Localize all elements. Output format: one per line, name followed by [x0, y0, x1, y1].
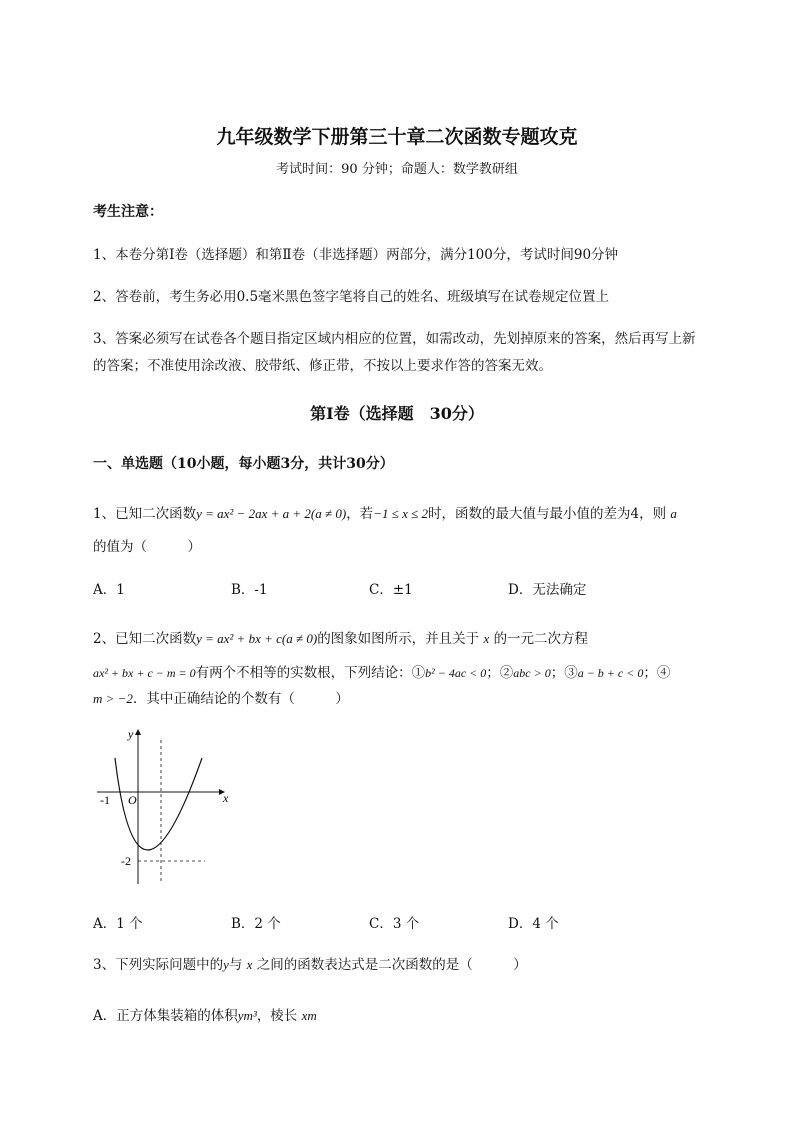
question-2-line-3	[93, 687, 349, 707]
q2-suffix2: 的一元二次方程	[493, 631, 589, 647]
question-2-line-1	[93, 627, 588, 647]
q3-var-y: y	[223, 957, 229, 972]
question-3-line-1	[93, 953, 527, 973]
q2-conclusion-3: a − b + c < 0	[577, 666, 644, 680]
q3-option-a-prefix: A．正方体集装箱的体积	[93, 1008, 238, 1024]
q2-suffix: 的图象如图所示，并且关于	[317, 631, 480, 647]
q2-sep-2: ；②	[486, 665, 514, 681]
exam-title: 九年级数学下册第三十章二次函数专题攻克	[216, 126, 578, 148]
notice-item-3: 3、答案必须写在试卷各个题目指定区域内相应的位置，如需改动，先划掉原来的答案，然后再写上新	[93, 331, 696, 347]
q1-option-b[interactable]: B．-1	[231, 582, 268, 598]
q3-mid: 与	[228, 957, 243, 973]
q2-conclusion-1: b² − 4ac < 0	[425, 666, 487, 680]
q2-option-a[interactable]: A．1 个	[93, 916, 143, 932]
graph-x-label: x	[223, 791, 229, 805]
q2-equation: ax² + bx + c − m = 0	[93, 666, 196, 680]
graph-y-label: y	[128, 727, 134, 741]
q1-range: −1 ≤ x ≤ 2	[373, 506, 428, 521]
q1-suffix: 时，函数的最大值与最小值的差为4，则	[428, 506, 667, 522]
q1-mid: ，若	[346, 506, 374, 522]
q1-var-a: a	[670, 506, 677, 521]
q2-option-b[interactable]: B．2 个	[231, 916, 281, 932]
part-heading: 一、单选题（10小题，每小题3分，共计30分）	[93, 456, 394, 472]
q2-line3-suffix: ．其中正确结论的个数有（ ）	[132, 691, 349, 707]
q1-formula: y = ax² − 2ax + a + 2(a ≠ 0)	[196, 506, 347, 521]
graph-neg2-label: -2	[121, 854, 131, 868]
question-2-line-2	[93, 661, 670, 681]
q2-sep-4: ；④	[643, 665, 671, 681]
q1-option-c[interactable]: C．±1	[369, 582, 413, 598]
q3-var-x: x	[246, 957, 253, 972]
q3-option-a-end: xm	[301, 1008, 317, 1023]
q2-formula: y = ax² + bx + c(a ≠ 0)	[196, 631, 318, 646]
q2-option-c[interactable]: C．3 个	[369, 916, 420, 932]
question-1-line-2: 的值为（ ）	[93, 539, 201, 555]
q2-sep-3: ；③	[550, 665, 578, 681]
exam-subtitle: 考试时间：90 分钟；命题人：数学教研组	[276, 162, 518, 177]
q2-conclusion-2: abc > 0	[513, 666, 551, 680]
question-1-line-1	[93, 502, 677, 522]
graph-origin-label: O	[128, 793, 137, 807]
notice-item-3-cont: 的答案；不准使用涂改液、胶带纸、修正带，不按以上要求作答的答案无效。	[93, 358, 552, 374]
parabola-graph	[92, 722, 242, 892]
q2-var-x: x	[483, 631, 490, 646]
q3-option-a-mid: ，棱长	[256, 1008, 298, 1024]
q1-option-a[interactable]: A．1	[93, 582, 125, 598]
q2-conclusion-4: m > −2	[93, 691, 133, 706]
q3-option-a[interactable]	[93, 1004, 317, 1024]
notice-heading: 考生注意：	[93, 204, 163, 220]
q2-line2-text: 有两个不相等的实数根，下列结论：①	[195, 665, 426, 681]
q1-option-d[interactable]: D．无法确定	[508, 582, 587, 598]
notice-item-2: 2、答卷前，考生务必用0.5毫米黑色签字笔将自己的姓名、班级填写在试卷规定位置上	[93, 289, 610, 305]
section-title: 第Ⅰ卷（选择题 30分）	[310, 404, 484, 423]
q1-prefix: 1、已知二次函数	[93, 506, 197, 522]
q2-prefix: 2、已知二次函数	[93, 631, 197, 647]
q3-option-a-unit: ym³	[237, 1008, 257, 1023]
notice-item-1: 1、本卷分第Ⅰ卷（选择题）和第Ⅱ卷（非选择题）两部分，满分100分，考试时间90分钟	[93, 247, 619, 263]
q3-prefix: 3、下列实际问题中的	[93, 957, 224, 973]
graph-neg1-label: -1	[100, 793, 110, 807]
q2-option-d[interactable]: D．4 个	[508, 916, 559, 932]
q3-suffix: 之间的函数表达式是二次函数的是（ ）	[256, 957, 527, 973]
